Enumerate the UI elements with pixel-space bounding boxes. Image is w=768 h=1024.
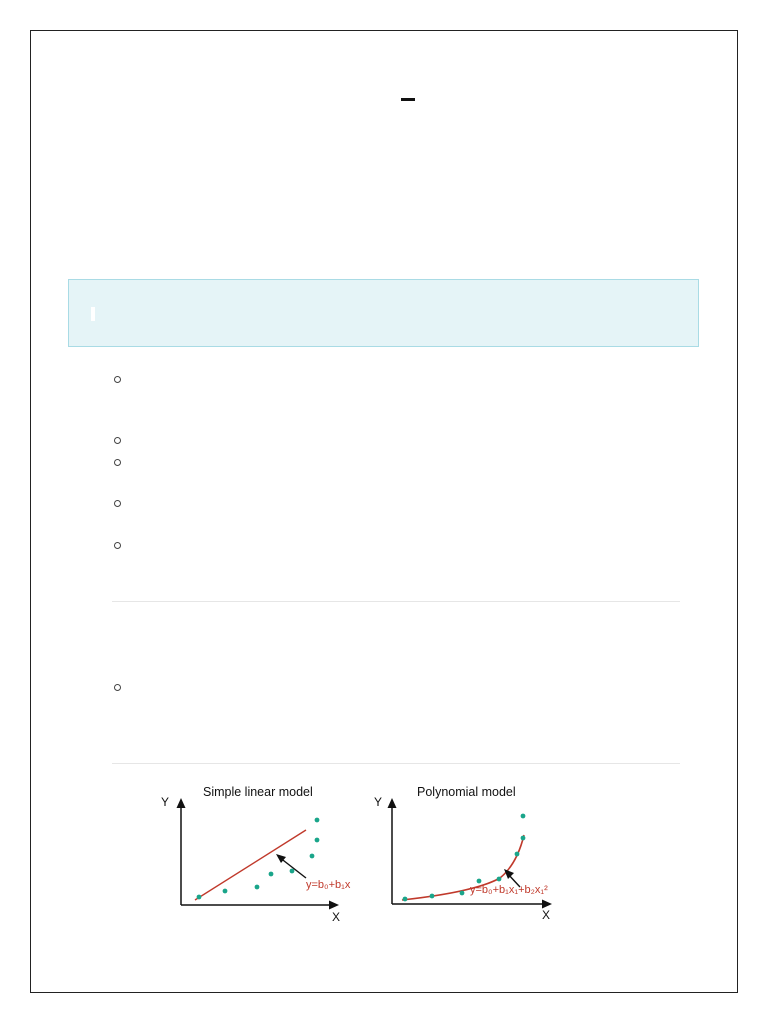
data-point	[460, 891, 465, 896]
data-point	[315, 818, 320, 823]
data-point	[521, 814, 526, 819]
list-bullet	[114, 500, 121, 507]
data-point	[403, 897, 408, 902]
linear-x-axis-label: X	[332, 910, 341, 924]
linear-equation: y=b₀+b₁x	[306, 879, 351, 891]
linear-panel-title: Simple linear model	[203, 785, 313, 799]
data-point	[255, 885, 260, 890]
section-divider	[112, 763, 680, 764]
linear-x-arrowhead	[329, 901, 339, 910]
data-point	[515, 852, 520, 857]
title-dash	[401, 98, 415, 101]
data-point	[223, 889, 228, 894]
polynomial-panel	[374, 785, 552, 922]
data-point	[477, 879, 482, 884]
polynomial-x-axis-label: X	[542, 908, 551, 922]
polynomial-y-axis-label: Y	[374, 795, 383, 809]
linear-y-arrowhead	[177, 798, 186, 808]
polynomial-panel-title: Polynomial model	[417, 785, 516, 799]
section-divider	[112, 601, 680, 602]
note-box	[68, 279, 699, 347]
list-bullet	[114, 459, 121, 466]
list-bullet	[114, 684, 121, 691]
data-point	[521, 836, 526, 841]
regression-figure-svg	[155, 780, 595, 930]
regression-figure	[155, 780, 595, 930]
data-point	[290, 869, 295, 874]
data-point	[430, 894, 435, 899]
data-point	[497, 877, 502, 882]
linear-panel	[161, 785, 351, 924]
data-point	[197, 895, 202, 900]
polynomial-equation: y=b₀+b₁x₁+b₂x₁²	[470, 884, 548, 896]
list-bullet	[114, 376, 121, 383]
data-point	[315, 838, 320, 843]
polynomial-y-arrowhead	[388, 798, 397, 808]
polynomial-annotation-arrowhead	[504, 869, 514, 879]
list-bullet	[114, 437, 121, 444]
note-marker	[91, 307, 95, 321]
linear-y-axis-label: Y	[161, 795, 170, 809]
data-point	[310, 854, 315, 859]
data-point	[269, 872, 274, 877]
list-bullet	[114, 542, 121, 549]
